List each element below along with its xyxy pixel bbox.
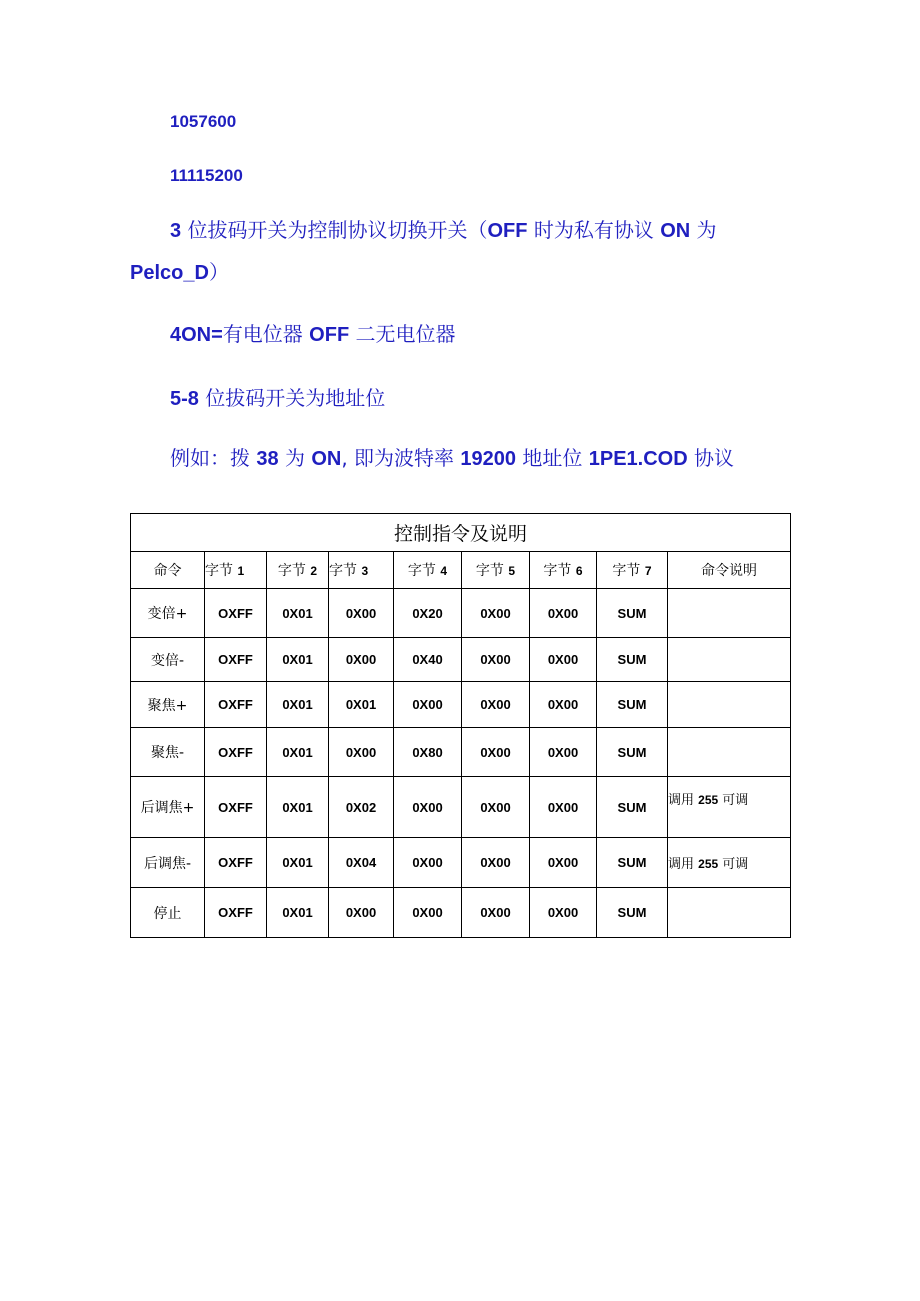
column-header (205, 552, 267, 589)
column-header-number: 1 (237, 564, 245, 578)
column-header-text: 字节 (407, 563, 436, 579)
byte-cell: 0X01 (267, 589, 329, 638)
pelco-label: Pelco_D (130, 262, 209, 284)
command-note-cell (668, 728, 791, 777)
byte-cell: 0X20 (394, 589, 462, 638)
command-name-cell: 后调焦- (131, 838, 205, 888)
byte-cell: SUM (597, 888, 668, 938)
note-text: 调用 (668, 793, 699, 808)
dip-numbers: 38 (256, 448, 279, 470)
text-segment: 位拔码开关为地址位 (198, 386, 386, 410)
byte-cell: SUM (597, 728, 668, 777)
command-name-cell: 变倍- (131, 638, 205, 682)
note-text: 可调 (718, 857, 749, 872)
on-label: 4ON= (170, 324, 223, 346)
text-segment: 例如：拨 (170, 446, 257, 470)
byte-cell: 0X00 (329, 888, 394, 938)
byte-cell: 0X00 (462, 589, 530, 638)
byte-cell: OXFF (205, 589, 267, 638)
column-header-text: 字节 (543, 563, 572, 579)
byte-cell: OXFF (205, 682, 267, 728)
byte-cell: 0X01 (329, 682, 394, 728)
column-header-number: 5 (508, 564, 516, 578)
table-row (131, 728, 791, 777)
dip-range: 5-8 (170, 388, 199, 410)
text-segment: 有电位器 (222, 322, 310, 346)
command-note-cell (668, 838, 791, 888)
note-number: 255 (698, 793, 719, 807)
byte-cell: SUM (597, 682, 668, 728)
baud-setting-line-1: 1057600 (170, 112, 237, 131)
table-row (131, 682, 791, 728)
command-name-cell: 变倍+ (131, 589, 205, 638)
column-header-number: 4 (440, 564, 448, 578)
byte-cell: 0X00 (462, 838, 530, 888)
column-header-text: 字节 (205, 563, 233, 579)
potentiometer-switch-description (170, 318, 456, 347)
text-segment: 协议 (687, 446, 735, 470)
column-header (530, 552, 597, 589)
byte-cell: 0X00 (329, 638, 394, 682)
command-name-cell: 聚焦- (131, 728, 205, 777)
byte-cell: 0X02 (329, 777, 394, 838)
table-header-row (131, 552, 791, 589)
byte-cell: 0X00 (530, 777, 597, 838)
byte-cell: 0X01 (267, 777, 329, 838)
byte-cell: 0X00 (462, 638, 530, 682)
command-note-cell (668, 888, 791, 938)
text-segment: ） (208, 260, 229, 284)
byte-cell: 0X00 (530, 888, 597, 938)
protocol-code: 1PE1.COD (588, 448, 688, 470)
byte-cell: 0X00 (530, 682, 597, 728)
command-note-cell (668, 638, 791, 682)
text-segment: 二无电位器 (349, 322, 456, 346)
command-name-cell: 聚焦+ (131, 682, 205, 728)
column-header-number: 2 (310, 564, 318, 578)
byte-cell: 0X00 (530, 638, 597, 682)
byte-cell: 0X00 (462, 777, 530, 838)
text-segment: 地址位 (516, 446, 589, 470)
column-header-text: 字节 (475, 563, 504, 579)
baud-rate: 19200 (460, 448, 517, 470)
command-name-cell: 停止 (131, 888, 205, 938)
byte-cell: 0X00 (329, 728, 394, 777)
text-segment: , 即为波特率 (341, 446, 461, 470)
byte-cell: OXFF (205, 838, 267, 888)
table-caption: 控制指令及说明 (131, 514, 791, 552)
byte-cell: 0X01 (267, 728, 329, 777)
column-header (462, 552, 530, 589)
column-header-text: 命令 (153, 563, 182, 579)
column-header-text: 字节 (277, 563, 306, 579)
column-header (329, 552, 394, 589)
byte-cell: 0X01 (267, 838, 329, 888)
byte-cell: 0X00 (530, 838, 597, 888)
byte-cell: SUM (597, 638, 668, 682)
protocol-switch-description (170, 214, 717, 243)
byte-cell: 0X40 (394, 638, 462, 682)
protocol-switch-description-cont (130, 256, 229, 285)
column-header (668, 552, 791, 589)
table-row (131, 638, 791, 682)
control-command-table (130, 513, 791, 938)
byte-cell: 0X00 (530, 589, 597, 638)
column-header (394, 552, 462, 589)
byte-cell: 0X00 (530, 728, 597, 777)
byte-cell: OXFF (205, 728, 267, 777)
column-header (267, 552, 329, 589)
column-header (131, 552, 205, 589)
table-row (131, 838, 791, 888)
dip-number: 3 (170, 220, 182, 242)
byte-cell: OXFF (205, 777, 267, 838)
byte-cell: OXFF (205, 638, 267, 682)
byte-cell: OXFF (205, 888, 267, 938)
column-header-text: 字节 (329, 563, 357, 579)
byte-cell: 0X80 (394, 728, 462, 777)
column-header-number: 3 (361, 564, 369, 578)
on-label: ON (660, 220, 691, 242)
command-name-cell: 后调焦+ (131, 777, 205, 838)
byte-cell: 0X01 (267, 888, 329, 938)
note-text: 调用 (668, 857, 699, 872)
byte-cell: 0X04 (329, 838, 394, 888)
text-segment: 位拔码开关为控制协议切换开关（ (181, 218, 488, 242)
byte-cell: SUM (597, 777, 668, 838)
text-segment: 为 (278, 446, 312, 470)
column-header-text: 字节 (612, 563, 641, 579)
byte-cell: 0X01 (267, 682, 329, 728)
byte-cell: 0X00 (462, 728, 530, 777)
example-description (170, 442, 734, 471)
off-label: OFF (487, 220, 528, 242)
column-header (597, 552, 668, 589)
text-segment: 为 (690, 218, 717, 242)
note-text: 可调 (718, 793, 749, 808)
text-segment: 时为私有协议 (527, 218, 661, 242)
column-header-number: 6 (575, 564, 583, 578)
table-row (131, 888, 791, 938)
byte-cell: 0X00 (329, 589, 394, 638)
command-note-cell (668, 589, 791, 638)
byte-cell: 0X00 (394, 777, 462, 838)
note-number: 255 (698, 857, 719, 871)
column-header-number: 7 (644, 564, 652, 578)
table-body (131, 552, 791, 938)
byte-cell: 0X00 (394, 888, 462, 938)
table-row (131, 777, 791, 838)
off-label: OFF (309, 324, 350, 346)
byte-cell: 0X00 (462, 682, 530, 728)
table-row (131, 589, 791, 638)
byte-cell: 0X00 (394, 838, 462, 888)
byte-cell: 0X00 (462, 888, 530, 938)
address-switch-description (170, 382, 385, 411)
byte-cell: 0X01 (267, 638, 329, 682)
byte-cell: SUM (597, 589, 668, 638)
byte-cell: SUM (597, 838, 668, 888)
baud-setting-line-2: 11115200 (170, 166, 243, 185)
command-note-cell (668, 777, 791, 838)
column-header-text: 命令说明 (701, 563, 757, 579)
on-label: ON (311, 448, 342, 470)
byte-cell: 0X00 (394, 682, 462, 728)
command-note-cell (668, 682, 791, 728)
